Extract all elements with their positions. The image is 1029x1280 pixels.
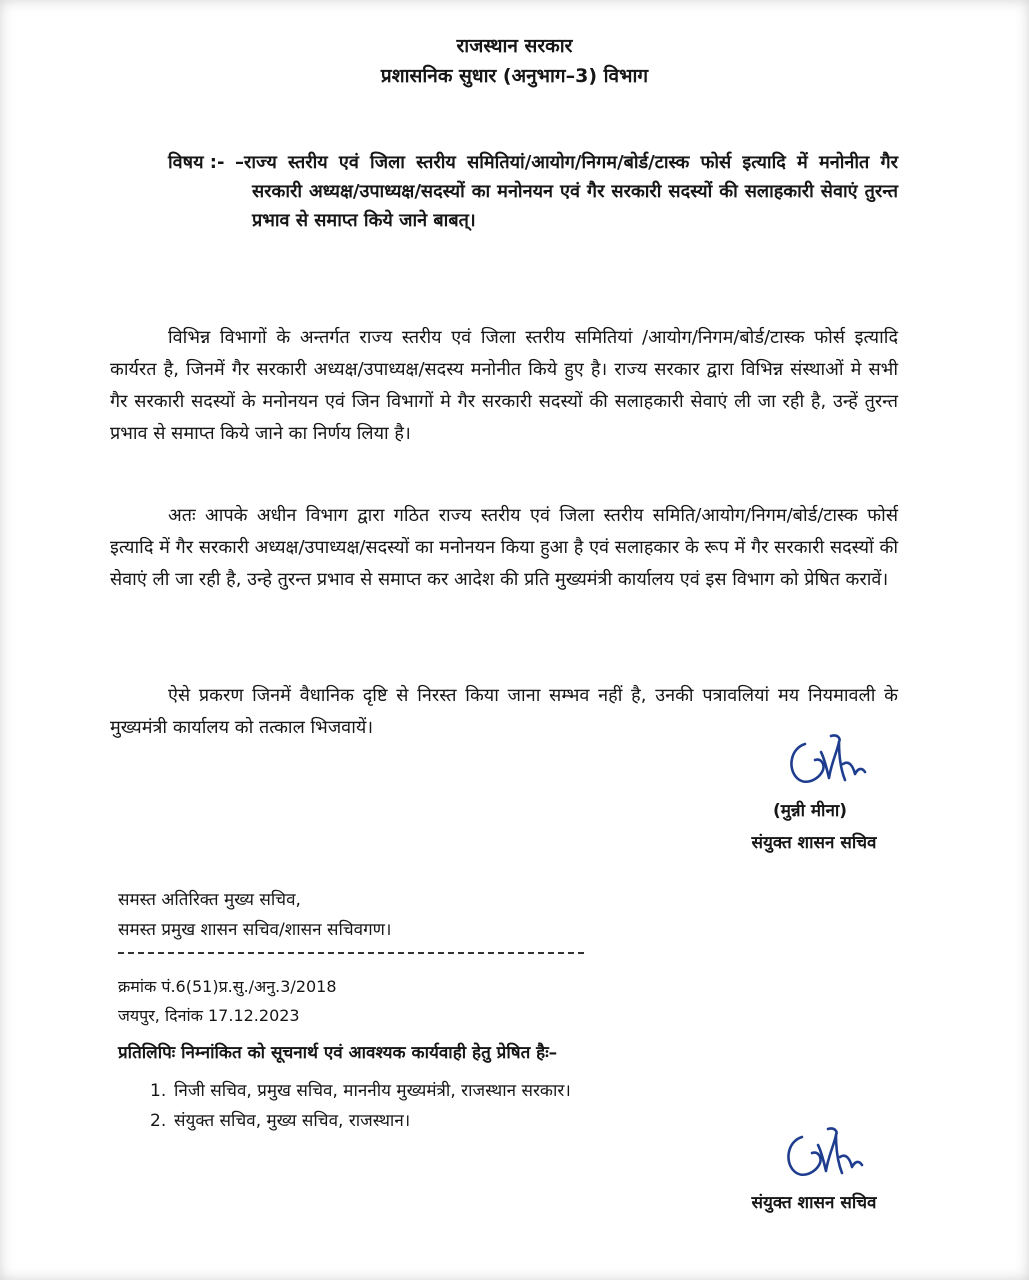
body-paragraph-2: अतः आपके अधीन विभाग द्वारा गठित राज्य स्तरीय एवं जिला स्तरीय समिति/आयोग/निगम/बोर्ड/टास्क फोर्स इत्यादि में गैर सरकारी अध्यक्ष/उपाध्यक्ष/सदस्यों का मनोनयन किया हुआ है एवं सलाहकार के रूप में गैर सरकारी सदस्यों की सेवाएं ली जा रही है, उन्हे तुरन्त प्रभाव से समाप्त कर आदेश की प्रति मुख्यमंत्री कार्यालय एवं इस विभाग को प्रेषित करावें। [110,505,898,590]
copy-to-item [150,1078,571,1101]
separator-rule [118,952,584,954]
copy-to-heading: प्रतिलिपिः निम्नांकित को सूचनार्थ एवं आवश्यक कार्यवाही हेतु प्रेषित हैः– [118,1043,558,1063]
subject-block [168,148,898,235]
department-title: प्रशासनिक सुधार (अनुभाग–3) विभाग [380,65,649,87]
reference-number: क्रमांक पं.6(51)प्र.सु./अनु.3/2018 [118,977,337,996]
copy-to-item-text: निजी सचिव, प्रमुख सचिव, माननीय मुख्यमंत्री, राजस्थान सरकार। [174,1081,571,1101]
signatory-name: (मुन्नी मीना) [772,801,848,821]
copy-to-item-text: संयुक्त सचिव, मुख्य सचिव, राजस्थान। [174,1111,411,1131]
place-date: जयपुर, दिनांक 17.12.2023 [118,1006,300,1025]
body-paragraph-3: ऐसे प्रकरण जिनमें वैधानिक दृष्टि से निरस्त किया जाना सम्भव नहीं है, उनकी पत्रावलियां मय नियमावली के मुख्यमंत्री कार्यालय को तत्काल भिजवायें। [110,685,898,738]
copy-to-item-number: 2. [150,1111,167,1131]
subject-text: –राज्य स्तरीय एवं जिला स्तरीय समितियां/आयोग/निगम/बोर्ड/टास्क फोर्स इत्यादि में मनोनीत गैर सरकारी अध्यक्ष/उपाध्यक्ष/सदस्यों का मनोनयन एवं गैर सरकारी सदस्यों की सलाहकारी सेवाएं तुरन्त प्रभाव से समाप्त किये जाने बाबत्। [235,152,898,231]
signatory-designation: संयुक्त शासन सचिव [751,833,877,853]
addressee-line-1: समस्त अतिरिक्त मुख्य सचिव, [118,890,301,910]
footer-signatory-designation: संयुक्त शासन सचिव [751,1193,877,1213]
body-paragraph-1: विभिन्न विभागों के अन्तर्गत राज्य स्तरीय एवं जिला स्तरीय समितियां /आयोग/निगम/बोर्ड/टास्क फोर्स इत्यादि कार्यरत है, जिनमें गैर सरकारी अध्यक्ष/उपाध्यक्ष/सदस्य मनोनीत किये हुए है। राज्य सरकार द्वारा विभिन्न संस्थाओं मे सभी गैर सरकारी सदस्यों के मनोनयन एवं जिन विभागों मे गैर सरकारी सदस्यों की सलाहकारी सेवाएं ली जा रही है, उन्हें तुरन्त प्रभाव से समाप्त किये जाने का निर्णय लिया है। [110,327,898,444]
handwritten-signature-2 [782,1123,872,1185]
subject-label: विषय :- [168,152,225,173]
government-title: राजस्थान सरकार [456,35,573,57]
addressee-line-2: समस्त प्रमुख शासन सचिव/शासन सचिवगण। [118,920,392,940]
copy-to-item [150,1108,410,1131]
handwritten-signature-1 [785,730,875,792]
copy-to-item-number: 1. [150,1081,167,1101]
